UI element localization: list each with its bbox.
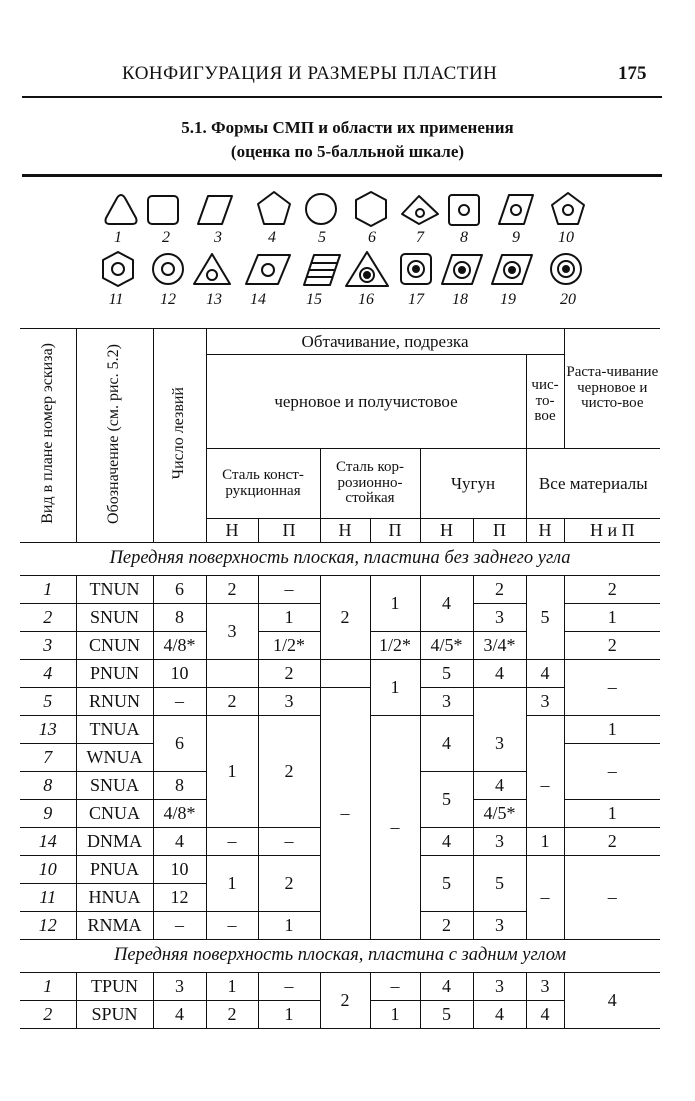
shape-8-square-hole <box>449 195 479 225</box>
shape-19-rhombus-ring <box>492 255 532 284</box>
header-p: П <box>258 519 320 543</box>
section-heading-with-clearance: Передняя поверхность плоская, пластина с задним углом <box>20 940 660 973</box>
shape-label: 12 <box>160 291 176 308</box>
shape-3-rhombus <box>198 196 232 224</box>
shape-label: 15 <box>306 291 322 308</box>
header-h: Н <box>206 519 258 543</box>
shape-5-circle <box>306 194 336 224</box>
table-row: 9 CNUA 4/8* 4/5* 1 <box>20 800 660 828</box>
shape-label: 3 <box>214 229 222 246</box>
shape-label: 8 <box>460 229 468 246</box>
shape-label: 14 <box>250 291 266 308</box>
header-finish: чис-то-вое <box>526 355 564 449</box>
shape-17-square-ring <box>401 254 431 284</box>
table-row: 10 PNUA 10 1 2 5 5 – – <box>20 856 660 884</box>
shape-label: 17 <box>408 291 424 308</box>
shape-label: 18 <box>452 291 468 308</box>
table-row: 2 SPUN 4 2 1 1 5 4 4 <box>20 1001 660 1029</box>
header-turning: Обтачивание, подрезка <box>206 329 564 355</box>
table-row: 7 WNUA – – <box>20 744 660 772</box>
table-row: 4 PNUN 10 2 1 5 4 4 – <box>20 660 660 688</box>
shape-4-pentagon <box>258 192 290 224</box>
table-row: 2 SNUN 8 3 1 3 1 <box>20 604 660 632</box>
insert-shapes-figure <box>0 180 695 320</box>
shape-label: 7 <box>416 229 424 246</box>
shape-label: 13 <box>206 291 222 308</box>
header-hp: Н и П <box>564 519 660 543</box>
shape-labels-row2 <box>109 291 576 308</box>
table-row: 5 RNUN – 2 3 – 3 3 <box>20 688 660 716</box>
header-h: Н <box>526 519 564 543</box>
shape-label: 9 <box>512 229 520 246</box>
header-view: Вид в плане номер эскиза) <box>20 329 76 543</box>
shape-12-round-hole <box>153 254 183 284</box>
table-row: 1 TPUN 3 1 – 2 – 4 3 3 4 <box>20 973 660 1001</box>
shape-10-pentagon-hole <box>552 193 584 224</box>
page-number: 175 <box>618 63 647 84</box>
shape-7-trigon <box>402 196 438 224</box>
shape-label: 4 <box>268 229 276 246</box>
shape-label: 6 <box>368 229 376 246</box>
table-row: 12 RNMA – – 1 2 3 <box>20 912 660 940</box>
table-caption-line2: (оценка по 5-балльной шкале) <box>230 142 465 161</box>
table-row: 8 SNUA 8 5 4 <box>20 772 660 800</box>
shape-2-square <box>148 196 178 224</box>
table-row: 1 TNUN 6 2 – 2 1 4 2 5 2 <box>20 576 660 604</box>
shape-11-hexagon-hole <box>103 252 133 286</box>
shape-14-rhombus-hole <box>246 255 290 284</box>
section-heading-no-clearance: Передняя поверхность плоская, пластина без заднего угла <box>20 543 660 576</box>
running-title: КОНФИГУРАЦИЯ И РАЗМЕРЫ ПЛАСТИН <box>122 63 498 84</box>
header-h: Н <box>420 519 473 543</box>
shape-1-triangle <box>106 195 137 224</box>
shape-20-round-ring <box>551 254 581 284</box>
running-header <box>0 55 695 91</box>
header-h: Н <box>320 519 370 543</box>
shape-13-triangle-hole <box>194 254 230 284</box>
header-edges: Число лезвий <box>153 329 206 543</box>
header-designation: Обозначение (см. рис. 5.2) <box>76 329 153 543</box>
shape-label: 5 <box>318 229 326 246</box>
shape-18-rhombus-ring <box>442 255 482 284</box>
header-structural-steel: Сталь конст-рукционная <box>206 449 320 519</box>
shape-label: 20 <box>560 291 576 308</box>
shape-9-rhombus-hole <box>499 195 533 224</box>
shape-15-striped-rhombus <box>304 255 340 285</box>
table-row: 13 TNUA 6 1 2 – 4 3 1 <box>20 716 660 744</box>
shape-label: 10 <box>558 229 574 246</box>
table-row: 14 DNMA 4 – – 4 3 1 2 <box>20 828 660 856</box>
header-stainless-steel: Сталь кор-розионно-стойкая <box>320 449 420 519</box>
header-cast-iron: Чугун <box>420 449 526 519</box>
shape-label: 16 <box>358 291 374 308</box>
table-caption-line1: 5.1. Формы СМП и области их применения <box>181 118 514 137</box>
shape-label: 19 <box>500 291 516 308</box>
header-boring: Раста-чивание черновое и чисто-вое <box>564 329 660 449</box>
shape-labels-row1 <box>114 229 574 246</box>
insert-application-table <box>20 328 660 1029</box>
insert-shapes-svg <box>0 180 695 320</box>
shape-16-triangle-ring <box>346 252 388 286</box>
table-row: 3 CNUN 4/8* 1/2* 1/2* 4/5* 3/4* 2 <box>20 632 660 660</box>
table-row: 11 HNUA 12 <box>20 884 660 912</box>
shape-6-hexagon <box>356 192 386 226</box>
header-all-materials: Все материалы <box>526 449 660 519</box>
header-p: П <box>473 519 526 543</box>
shape-label: 1 <box>114 229 122 246</box>
header-rough-semifinish: черновое и получистовое <box>206 355 526 449</box>
header-rule <box>22 96 662 98</box>
caption-rule <box>22 174 662 177</box>
shape-label: 2 <box>162 229 170 246</box>
shape-label: 11 <box>108 291 124 308</box>
header-p: П <box>370 519 420 543</box>
